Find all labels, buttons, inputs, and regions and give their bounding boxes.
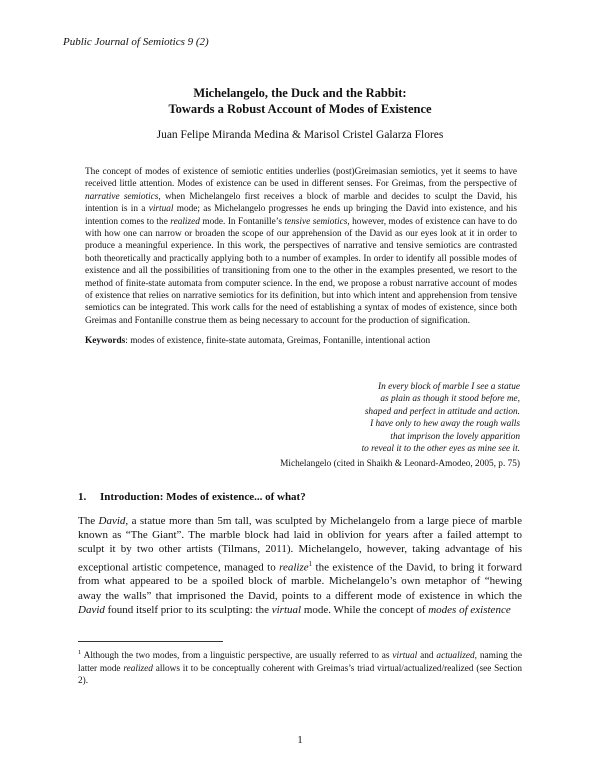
footnote-ref[interactable]: 1 [308, 559, 313, 568]
keywords-text: : modes of existence, finite-state automata, Greimas, Fontanille, intentional action [125, 336, 431, 346]
abstract [85, 166, 517, 327]
epigraph-line: In every block of marble I see a statue [378, 382, 520, 392]
epigraph-line: to reveal it to the other eyes as mine see it. [361, 444, 520, 455]
epigraph-citation: Michelangelo (cited in Shaikh & Leonard-Amodeo, 2005, p. 75) [280, 459, 520, 469]
footnote: $^1$ Although the two modes, from a linguistic perspective, are usually referred to as virtual and actualized, naming the latter mode realized allows it to be conceptually coherent with Greimas’s triad virtual/actualized/realized (see Section 2). [78, 649, 523, 686]
epigraph-line: I have only to hew away the rough walls [370, 419, 520, 430]
paper-title-line-1: Michelangelo, the Duck and the Rabbit: [193, 86, 407, 100]
epigraph-line: as plain as though it stood before me, [380, 394, 520, 405]
section-title: Introduction: Modes of existence... of what? [100, 491, 306, 503]
abstract-text: The concept of modes of existence of semiotic entities underlies (post)Greimasian semiotics, yet it seems to have received little attention. Modes of existence can be used in different senses. For Greimas, from the perspective of narrative semiotics, when Michelangelo first receives a block of marble and decides to sculpt the David, his intention is in a virtual mode; as Michelangelo progresses he ends up bringing the David into existence, and his intention comes to the realized mode. In Fontanille’s tensive semiotics, however, modes of existence can have to do with how one can narrow or broaden the scope of our apprehension of the David as our eyes look at it in order to produce a meaningful experience. In this work, the perspectives of narrative and tensive semiotics are contrasted both theoretically and practically applying both to a number of examples. In order to identify all possible modes of existence and all the possibilities of transitioning from one to the other in the examples presented, we resort to the method of finite-state automata from computer science. In the end, we propose a robust narrative account of modes of existence that relies on narrative semiotics for its definition, but into which intent and apprehension from tensive semiotics can be integrated. This work calls for the need of establishing a syntax of modes of existence, since both Greimas and Fontanille construe them as being necessary to account for the production of signification. [85, 167, 517, 326]
section-heading [78, 491, 306, 503]
epigraph-line: shaped and perfect in attitude and action. [364, 406, 520, 417]
keywords-label: Keywords [85, 336, 126, 346]
epigraph-line: that imprison the lovely apparition [390, 431, 520, 442]
epigraph [362, 381, 520, 455]
paper-title-line-2: Towards a Robust Account of Modes of Existence [168, 102, 432, 116]
journal-header: Public Journal of Semiotics 9 (2) [63, 36, 209, 48]
body-paragraph: The David, a statue more than 5m tall, was sculpted by Michelangelo from a large piece of marble known as “The Giant”. The marble block had laid in oblivion for years after a failed attempt to sculpt it by two other artists (Tilmans, 2011). Michelangelo, however, taking advantage of his exceptional artistic competence, managed to realize$^1$ the existence of the David, to bring it forward from what appeared to be a spoiled block of marble. Michelangelo’s own metaphor of “hewing away the walls” that imprisoned the David, points to a different mode of existence in which the David found itself prior to its sculpting: the virtual mode. While the concept of modes of existence [78, 515, 522, 616]
keywords [85, 336, 517, 346]
page-number: 1 [297, 734, 303, 746]
footnote-mark: 1 [78, 649, 82, 656]
author-list: Juan Felipe Miranda Medina & Marisol Cristel Galarza Flores [156, 129, 444, 141]
footnote-divider [78, 641, 223, 642]
section-number: 1. [78, 491, 87, 503]
